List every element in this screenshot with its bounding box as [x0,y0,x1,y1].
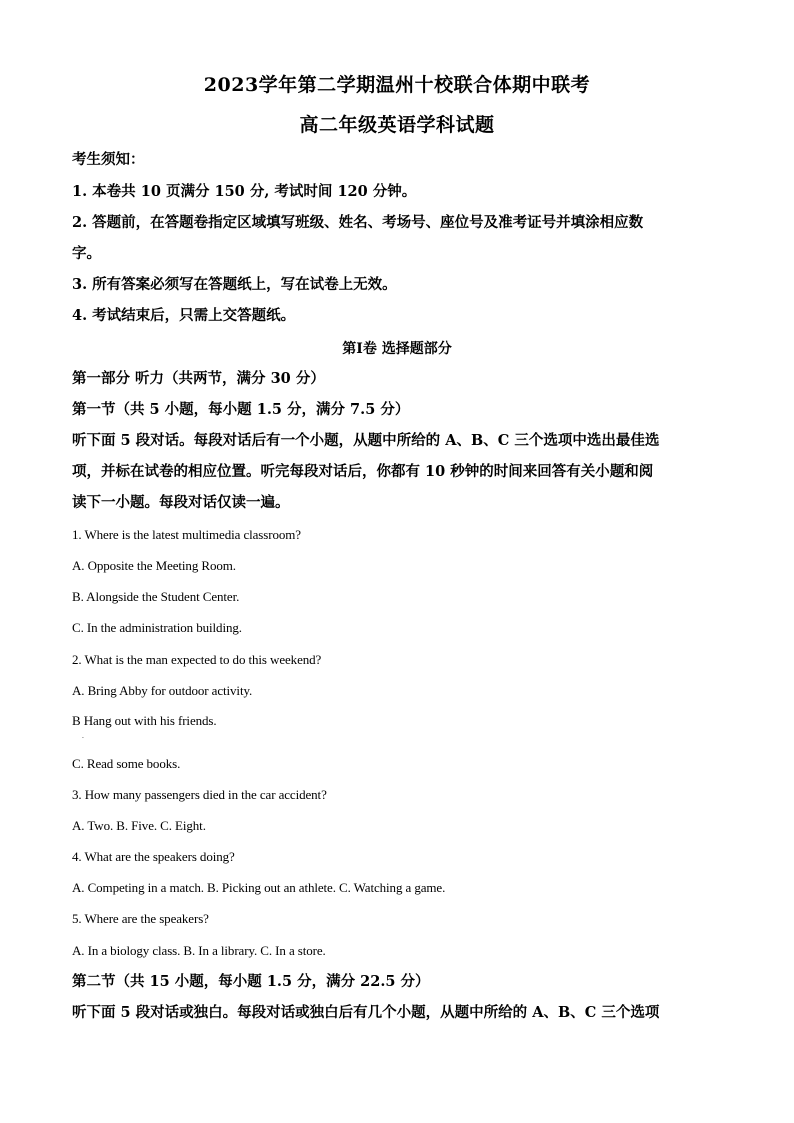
question-options: A. Two. B. Five. C. Eight. [72,818,206,833]
notice-item: 字。 [72,245,101,262]
exam-subtitle: 高二年级英语学科试题 [299,114,495,136]
option-a: A. Opposite the Meeting Room. [72,558,236,573]
stray-mark: . [82,733,84,740]
question-stem: 1. Where is the latest multimedia classroom? [72,527,301,542]
question-options: A. Competing in a match. B. Picking out an athlete. C. Watching a game. [72,880,446,895]
question-stem: 2. What is the man expected to do this weekend? [72,652,322,667]
instruction-line: 项，并标在试卷的相应位置。听完每段对话后，你都有 10 秒钟的时间来回答有关小题和阅 [72,463,654,480]
section-two-title: 第二节（共 15 小题，每小题 1.5 分，满分 22.5 分） [72,973,430,990]
question-stem: 4. What are the speakers doing? [72,849,235,864]
option-b: B Hang out with his friends. [72,713,217,728]
notice-item: 2. 答题前，在答题卷指定区域填写班级、姓名、考场号、座位号及准考证号并填涂相应数 [72,214,644,231]
part-title: 第一部分 听力（共两节，满分 30 分） [72,370,325,387]
section-two-instruction: 听下面 5 段对话或独白。每段对话或独白后有几个小题，从题中所给的 A、B、C 三个选项 [72,1004,660,1021]
instruction-line: 读下一小题。每段对话仅读一遍。 [72,494,290,511]
option-c: C. In the administration building. [72,620,242,635]
instruction-line: 听下面 5 段对话。每段对话后有一个小题，从题中所给的 A、B、C 三个选项中选出最佳选 [72,432,660,449]
option-a: A. Bring Abby for outdoor activity. [72,683,253,698]
question-stem: 3. How many passengers died in the car accident? [72,787,327,802]
notice-heading: 考生须知： [72,151,145,168]
question-options: A. In a biology class. B. In a library. C. In a store. [72,943,326,958]
volume-title: 第Ⅰ卷 选择题部分 [342,341,452,357]
option-b: B. Alongside the Student Center. [72,589,240,604]
section-title: 第一节（共 5 小题，每小题 1.5 分，满分 7.5 分） [72,401,410,418]
notice-item: 3. 所有答案必须写在答题纸上，写在试卷上无效。 [72,276,397,293]
option-c: C. Read some books. [72,756,181,771]
exam-title: 2023学年第二学期温州十校联合体期中联考 [203,74,591,96]
notice-item: 4. 考试结束后，只需上交答题纸。 [72,307,296,324]
question-stem: 5. Where are the speakers? [72,911,209,926]
notice-item: 1. 本卷共 10 页满分 150 分, 考试时间 120 分钟。 [72,183,417,200]
